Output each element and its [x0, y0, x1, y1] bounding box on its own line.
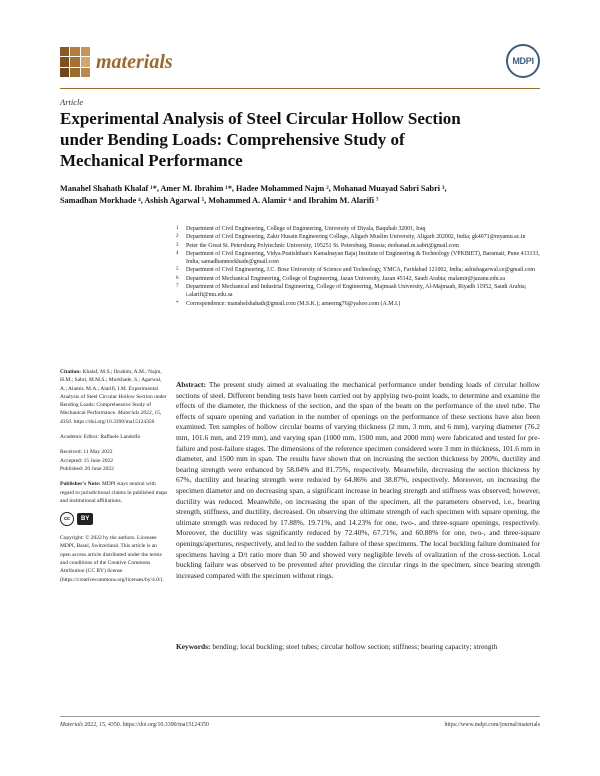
keywords-label: Keywords:	[176, 642, 211, 651]
received-date: Received: 11 May 2022	[60, 449, 113, 456]
affiliation-text: Department of Civil Engineering, Zakir Husain Engineering College, Aligarh Muslim University, Aligarh 202002, India; gk4071@myamu.ac.in	[186, 234, 526, 241]
affiliation-text: Department of Civil Engineering, J.C. Bose University of Science and Technology, YMCA, Faridabad 121002, India; ashishagarwal.ce@gmail.com	[186, 267, 535, 274]
cc-icon: cc	[60, 512, 74, 526]
affiliation-text: Department of Civil Engineering, College of Engineering, University of Diyala, Baqubah 32001, Iraq	[186, 226, 426, 232]
citation-label: Citation:	[60, 369, 82, 375]
correspondence-item	[176, 300, 540, 308]
affiliation-text: Department of Mechanical Engineering, College of Engineering, Jazan University, Jazan 45142, Saudi Arabia; malamir@jazanu.edu.sa	[186, 275, 505, 282]
keywords	[176, 642, 540, 653]
keywords-text: bending; local buckling; steel tubes; circular hollow section; stiffness; bearing capacity; strength	[212, 642, 498, 651]
logo-tile	[60, 47, 69, 56]
affiliation-item	[176, 242, 540, 250]
article-type: Article	[60, 97, 84, 107]
affiliation-number: 3	[176, 242, 179, 248]
mdpi-logo-text: MDPI	[512, 56, 534, 66]
citation-journal: Materials 2022, 15, 4350.	[60, 410, 162, 425]
academic-editor: Academic Editor: Raffaele Landolfo	[60, 434, 141, 441]
affiliation-number: 5	[176, 267, 179, 273]
journal-logo[interactable]	[60, 45, 173, 79]
affiliation-number: 7	[176, 284, 179, 290]
sidebar	[60, 368, 168, 591]
logo-tile	[81, 68, 90, 77]
citation-doi-link[interactable]: https://doi.org/10.3390/ma15124350	[73, 418, 155, 425]
affiliation-number: 4	[176, 250, 179, 256]
logo-tile	[70, 47, 79, 56]
correspondence-text: Correspondence: manahelshahath@gmail.com (M.S.K.); ameerng76@yahoo.com (A.M.I.)	[186, 300, 401, 307]
affiliation-item	[176, 250, 540, 267]
cc-license-badge[interactable]	[60, 512, 168, 526]
publisher-note-text: MDPI stays neutral with regard to jurisdictional claims in published maps and institutional affiliations.	[60, 481, 168, 504]
header-divider	[60, 88, 540, 89]
affiliation-item	[176, 275, 540, 283]
publisher-note-label: Publisher's Note:	[60, 481, 101, 488]
journal-name: materials	[96, 50, 173, 73]
logo-tile	[70, 57, 79, 66]
journal-logo-icon	[60, 47, 90, 77]
affiliation-text: Peter the Great St. Petersburg Polytechnic University, 195251 St. Petersburg, Russia; mohanad.m.sabri@gmail.com	[186, 242, 459, 249]
abstract-label: Abstract:	[176, 380, 206, 389]
author-line: Manahel Shahath Khalaf ¹*, Amer M. Ibrahim ¹*, Hadee Mohammed Najm ², Mohanad Muayad Sabri Sabri ³,	[60, 184, 447, 193]
author-list	[60, 183, 540, 207]
affiliation-number: 6	[176, 275, 179, 281]
affiliation-number: *	[176, 300, 179, 306]
affiliation-number: 2	[176, 234, 179, 240]
logo-tile	[81, 47, 90, 56]
citation-text: Khalaf, M.S.; Ibrahim, A.M.; Najm, H.M.; Sabri, M.M.S.; Morkhade, S.; Agarwal, A.; Alamir, M.A.; Alarifi, I.M. Experimental Analysis of Steel Circular Hollow Section under Bending Loads: Comprehensive Study of Mechanical Performance.	[60, 369, 167, 417]
by-icon: BY	[77, 513, 93, 525]
affiliation-list	[176, 225, 540, 308]
accepted-date: Accepted: 15 June 2022	[60, 457, 113, 464]
affiliation-item	[176, 225, 540, 233]
citation-block	[60, 368, 168, 426]
mdpi-logo[interactable]	[506, 44, 540, 78]
affiliation-item	[176, 266, 540, 274]
footer-journal: Materials	[60, 722, 83, 728]
logo-tile	[70, 68, 79, 77]
article-title: Experimental Analysis of Steel Circular Hollow Section under Bending Loads: Comprehensive Study of Mechanical Performance	[60, 109, 461, 170]
logo-tile	[81, 57, 90, 66]
published-date: Published: 20 June 2022	[60, 465, 114, 472]
footer-journal-url[interactable]: https://www.mdpi.com/journal/materials	[444, 722, 540, 728]
affiliation-item	[176, 283, 540, 300]
affiliation-item	[176, 233, 540, 241]
author-line: Samadhan Morkhade ⁴, Ashish Agarwal ⁵, Mohammed A. Alamir ⁶ and Ibrahim M. Alarifi ⁷	[60, 196, 379, 205]
footer-citation-text[interactable]: 2022, 15, 4350. https://doi.org/10.3390/ma15124350	[84, 722, 209, 728]
publisher-note	[60, 480, 168, 505]
footer-divider	[60, 716, 540, 717]
affiliation-text: Department of Mechanical and Industrial Engineering, College of Engineering, Majmaah University, Al-Majmaah, Riyadh 11952, Saudi Arabia; i.alarifi@mu.edu.sa	[186, 284, 527, 299]
abstract-text: The present study aimed at evaluating the mechanical performance under bending loads of circular hollow sections of steel. Different bending tests have been carried out by applying two-point loads, to determine and examine the effects of the diameter, the thickness of the section, and the span of the beam on the performance of the steel tube. The effects of square opening and variation in the number of openings on the performance of these sections have also been examined. Ten samples of hollow circular beams of varying thickness (2 mm, 3 mm, and 6 mm), varying diameter (76.2 mm, 101.6 mm, and 219 mm), and varying span (1000 mm, 1500 mm, and 2000 mm) were fabricated and tested for pre-failure and post-failure stages. The dimensions of the reference specimen considered were 3 mm in thickness, 101.6 mm in diameter, and 1500 mm in span. The results have shown that on increasing the section thickness by 200%, ductility and bearing strength were enhanced by 58.04% and 81.75%, respectively. Meanwhile, decreasing the section thickness by 67%, ductility and bearing strength were reduced by 64.86% and 38.87%, respectively. Moreover, on increasing the specimen diameter and on decreasing span, a significant increase in bearing strength and stiffness was observed; however, ductility was reduced. Meanwhile, on increasing the span of the specimen, all the parameters observed, i.e., bearing strength, stiffness, and ductility, decreased. On observing the ultimate strength of each specimen with square opening, the ultimate strength was reduced by 17.88%, 19.71%, and 14.23% for one, two-, and three-square openings, respectively. Moreover, the ductility was significantly reduced by 72.40%, 67.71%, and 60.88% for one, two-, and three-square openings/apertures, respectively, and led to the sudden failure of these specimens. The local buckling failure dominated for specimens having a D/t ratio more than 50 and showed very negligible levels of ovalization of the cross-section. Local buckling failure was observed to be prevented after providing the circular rings in the specimen, since bearing strength increased compared with the specimen without rings.	[176, 380, 540, 580]
footer-citation	[60, 722, 209, 728]
abstract	[176, 380, 540, 581]
logo-tile	[60, 68, 69, 77]
affiliation-text: Department of Civil Engineering, Vidya Pratishthan's Kamalnayan Bajaj Institute of Engineering & Technology (VPKBIET), Baramati, Pune 413133, India; samadhanmorkhade@gmail.com	[186, 250, 540, 266]
dates-block	[60, 448, 168, 473]
affiliation-number: 1	[176, 226, 179, 231]
logo-tile	[60, 57, 69, 66]
copyright-text: Copyright: © 2022 by the authors. Licensee MDPI, Basel, Switzerland. This article is an open access article distributed under the terms and conditions of the Creative Commons Attribution (CC BY) license (https://creativecommons.org/licenses/by/4.0/).	[60, 535, 164, 583]
